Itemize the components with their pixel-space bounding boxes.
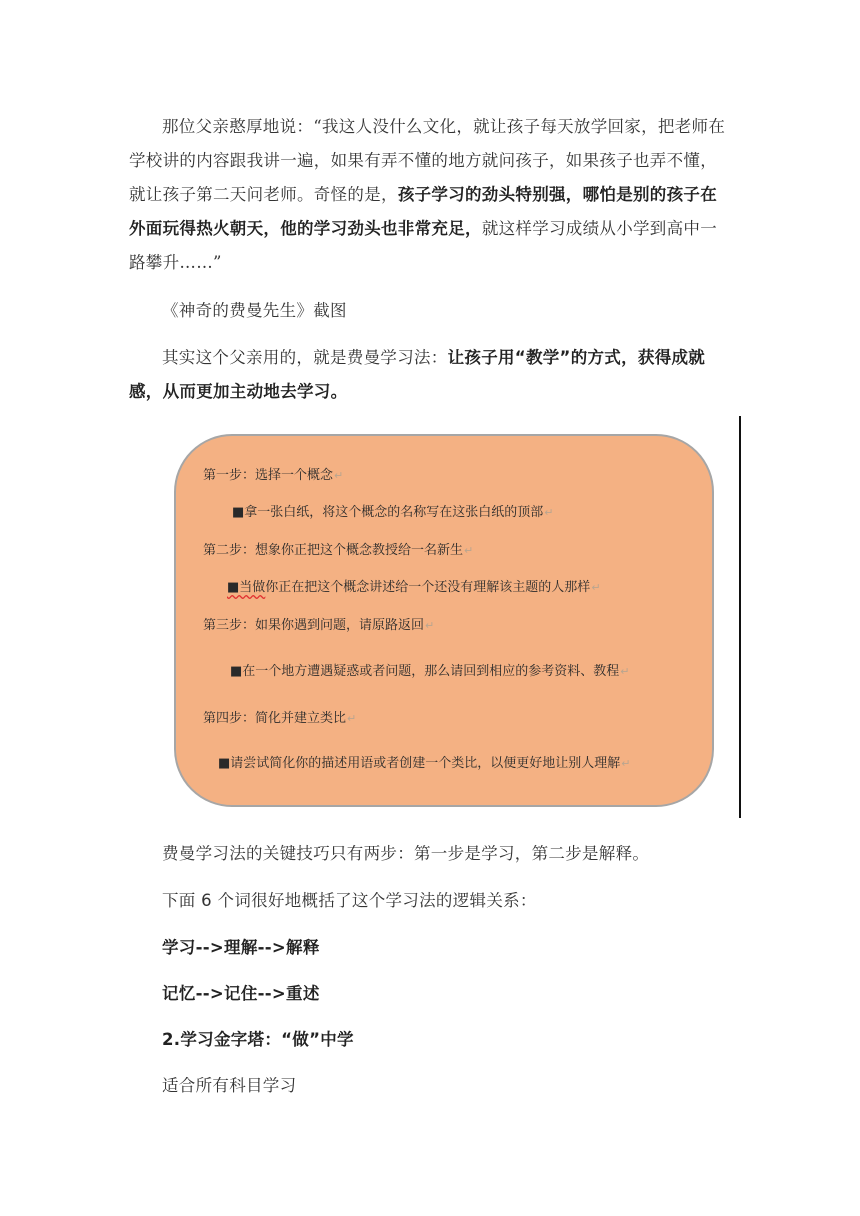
paragraph-mark-icon: ↵ [591,581,601,594]
paragraph-mark-icon: ↵ [464,544,474,557]
paragraph-six-words: 下面 6 个词很好地概括了这个学习法的逻辑关系： [162,891,537,910]
image-caption: 《神奇的费曼先生》截图 [162,301,347,320]
paragraph-mark-icon: ↵ [620,665,630,678]
section-heading-learning-pyramid: 2.学习金字塔：“做”中学 [162,1030,354,1049]
step-3-detail: ■在一个地方遭遇疑惑或者问题，那么请回到相应的参考资料、教程↵ [230,664,630,679]
father-quote-bold: 孩子学习的劲头特别强，哪怕是别的孩子在外面玩得热火朝天，他的学习劲头也非常充足， [129,185,718,238]
paragraph-mark-icon: ↵ [334,469,344,482]
step-4-detail: ■请尝试简化你的描述用语或者创建一个类比，以便更好地让别人理解↵ [218,756,631,771]
paragraph-father-quote [129,110,731,280]
step-2-title: 第二步：想象你正把这个概念教授给一名新生↵ [203,543,474,558]
paragraph-mark-icon: ↵ [425,619,435,632]
paragraph-mark-icon: ↵ [621,757,631,770]
step-1-title: 第一步：选择一个概念↵ [203,468,344,483]
logic-chain-1: 学习-->理解-->解释 [162,938,320,957]
paragraph-feynman-method [129,341,731,409]
word-count-number: 6 [201,891,212,910]
paragraph-mark-icon: ↵ [347,712,357,725]
figure-border-line [739,416,741,818]
paragraph-all-subjects: 适合所有科目学习 [162,1076,297,1095]
step-2-detail: ■当做你正在把这个概念讲述给一个还没有理解该主题的人那样↵ [227,580,601,595]
paragraph-mark-icon: ↵ [544,506,554,519]
feynman-method-bold: 让孩子用“教学”的方式，获得成就感，从而更加主动地去学习。 [129,348,706,401]
logic-chain-2: 记忆-->记住-->重述 [162,984,320,1003]
step-4-title: 第四步：简化并建立类比↵ [203,711,357,726]
paragraph-key-technique: 费曼学习法的关键技巧只有两步：第一步是学习，第二步是解释。 [162,844,650,863]
father-quote-ending: 就这样学习成绩从小学到高中一路攀升……” [129,219,718,272]
spellcheck-underlined-text: ■当做 [227,580,266,595]
feynman-method-text: 其实这个父亲用的，就是费曼学习法： [162,348,448,367]
feynman-steps-figure [146,416,742,818]
father-quote-text: 那位父亲憨厚地说：“我这人没什么文化，就让孩子每天放学回家，把老师在学校讲的内容跟我讲一遍，如果有弄不懂的地方就问孩子，如果孩子也弄不懂，就让孩子第二天问老师。奇怪的是， [129,117,726,204]
step-3-title: 第三步：如果你遇到问题，请原路返回↵ [203,618,435,633]
step-1-detail: ■拿一张白纸，将这个概念的名称写在这张白纸的顶部↵ [232,505,554,520]
